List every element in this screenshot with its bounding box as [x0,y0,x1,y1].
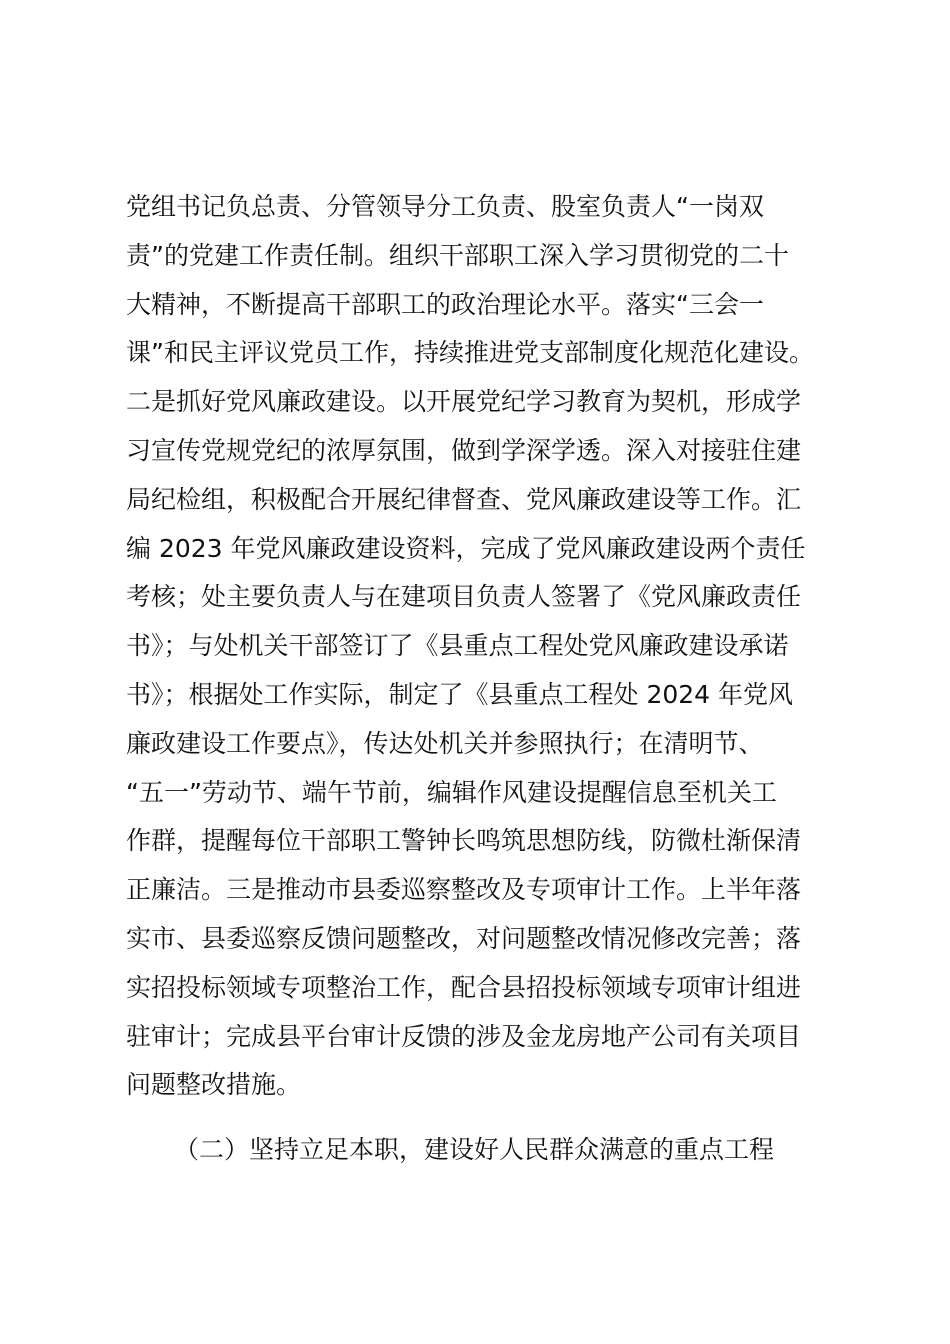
text-line-5: 二是抓好党风廉政建设。以开展党纪学习教育为契机，形成学 [126,387,802,417]
text-line-2: 责”的党建工作责任制。组织干部职工深入学习贯彻党的二十 [126,240,789,270]
text-line-15: 正廉洁。三是推动市县委巡察整改及专项审计工作。上半年落 [126,875,802,905]
text-line-3: 大精神，不断提高干部职工的政治理论水平。落实“三会一 [126,289,764,319]
text-line-4: 课”和民主评议党员工作，持续推进党支部制度化规范化建设。 [126,338,814,368]
text-line-8: 编 2023 年党风廉政建设资料，完成了党风廉政建设两个责任 [126,533,806,563]
text-line-6: 习宣传党规党纪的浓厚氛围，做到学深学透。深入对接驻住建 [126,435,802,465]
body-paragraph [126,183,846,1110]
text-line-9: 考核；处主要负责人与在建项目负责人签署了《党风廉政责任 [126,582,802,612]
text-line-17: 实招投标领域专项整治工作，配合县招投标领域专项审计组进 [126,972,802,1002]
text-line-16: 实市、县委巡察反馈问题整改，对问题整改情况修改完善；落 [126,923,802,953]
text-line-1: 党组书记负总责、分管领导分工负责、股室负责人“一岗双 [126,192,764,221]
text-line-7: 局纪检组，积极配合开展纪律督查、党风廉政建设等工作。汇 [126,484,802,514]
text-line-12: 廉政建设工作要点》，传达处机关并参照执行；在清明节、 [126,728,764,758]
text-line-18: 驻审计；完成县平台审计反馈的涉及金龙房地产公司有关项目 [126,1021,802,1051]
text-line-13: “五一”劳动节、端午节前，编辑作风建设提醒信息至机关工 [126,777,777,807]
text-line-19: 问题整改措施。 [126,1070,302,1100]
text-line-11: 书》；根据处工作实际，制定了《县重点工程处 2024 年党风 [126,679,794,709]
text-line-10: 书》；与处机关干部签订了《县重点工程处党风廉政建设承诺 [126,631,789,661]
text-line-14: 作群，提醒每位干部职工警钟长鸣筑思想防线，防微杜渐保清 [126,826,802,856]
section-subheading: （二）坚持立足本职，建设好人民群众满意的重点工程 [174,1135,775,1164]
